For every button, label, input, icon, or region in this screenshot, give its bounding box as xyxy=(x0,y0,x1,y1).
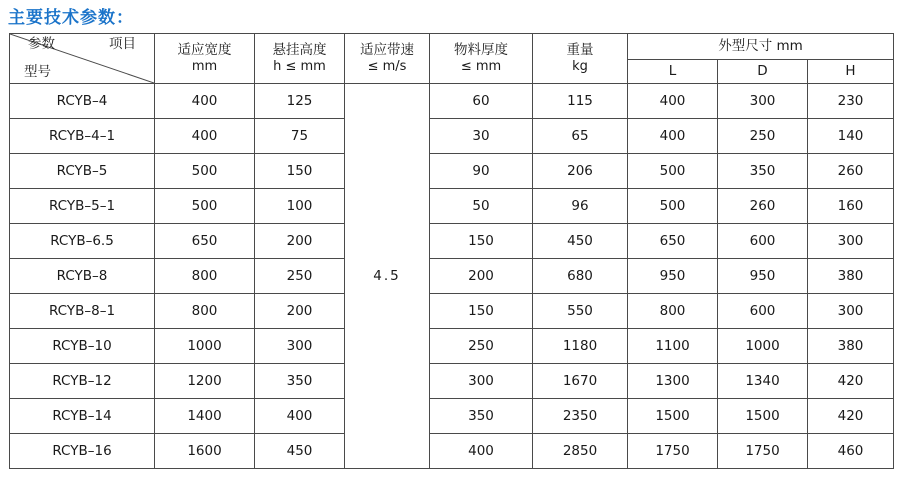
speed-value-cell: 4.5 xyxy=(345,84,430,469)
dim-l-cell: 500 xyxy=(628,189,718,224)
table-row xyxy=(10,329,894,364)
table-row xyxy=(10,294,894,329)
width-cell: 500 xyxy=(155,154,255,189)
dim-h-cell: 300 xyxy=(808,224,894,259)
width-cell: 400 xyxy=(155,84,255,119)
dim-h-cell: 300 xyxy=(808,294,894,329)
width-header-label: 适应宽度 xyxy=(177,41,232,58)
width-header xyxy=(155,34,255,84)
speed-header xyxy=(345,34,430,84)
weight-cell: 680 xyxy=(533,259,628,294)
width-cell: 650 xyxy=(155,224,255,259)
table-row xyxy=(10,154,894,189)
width-cell: 400 xyxy=(155,119,255,154)
width-cell: 800 xyxy=(155,259,255,294)
dim-l-cell: 650 xyxy=(628,224,718,259)
dim-l-cell: 950 xyxy=(628,259,718,294)
weight-cell: 550 xyxy=(533,294,628,329)
width-cell: 1000 xyxy=(155,329,255,364)
model-cell: RCYB–8–1 xyxy=(10,294,155,329)
height-cell: 250 xyxy=(255,259,345,294)
thickness-header xyxy=(430,34,533,84)
height-header-label: 悬挂高度 xyxy=(272,41,327,58)
dim-d-cell: 1340 xyxy=(718,364,808,399)
width-header-unit: mm xyxy=(191,58,218,74)
dim-h-cell: 140 xyxy=(808,119,894,154)
corner-item-label: 项目 xyxy=(109,36,136,52)
model-cell: RCYB–5 xyxy=(10,154,155,189)
dim-h-cell: 460 xyxy=(808,434,894,469)
thickness-cell: 60 xyxy=(430,84,533,119)
model-cell: RCYB–16 xyxy=(10,434,155,469)
dim-l-cell: 1300 xyxy=(628,364,718,399)
weight-cell: 450 xyxy=(533,224,628,259)
width-cell: 500 xyxy=(155,189,255,224)
thickness-header-label: 物料厚度 xyxy=(454,41,508,58)
speed-header-label: 适应带速 xyxy=(360,41,414,58)
corner-header-cell xyxy=(10,34,155,84)
table-row xyxy=(10,84,894,119)
corner-param-label: 参数 xyxy=(28,36,55,52)
dim-d-cell: 600 xyxy=(718,294,808,329)
dim-d-cell: 250 xyxy=(718,119,808,154)
dim-h-cell: 420 xyxy=(808,364,894,399)
model-cell: RCYB–10 xyxy=(10,329,155,364)
model-cell: RCYB–5–1 xyxy=(10,189,155,224)
thickness-header-unit: ≤ mm xyxy=(460,58,502,74)
dim-h-cell: 380 xyxy=(808,259,894,294)
model-cell: RCYB–14 xyxy=(10,399,155,434)
weight-header xyxy=(533,34,628,84)
height-header-unit: h ≤ mm xyxy=(273,58,326,74)
model-cell: RCYB–4 xyxy=(10,84,155,119)
dim-d-cell: 300 xyxy=(718,84,808,119)
dim-h-cell: 260 xyxy=(808,154,894,189)
dim-h-header: H xyxy=(808,60,894,84)
dimensions-header: 外型尺寸 mm xyxy=(628,34,894,60)
dim-l-cell: 500 xyxy=(628,154,718,189)
height-cell: 450 xyxy=(255,434,345,469)
thickness-cell: 250 xyxy=(430,329,533,364)
table-row xyxy=(10,224,894,259)
height-cell: 150 xyxy=(255,154,345,189)
dim-d-cell: 1000 xyxy=(718,329,808,364)
model-cell: RCYB–8 xyxy=(10,259,155,294)
model-cell: RCYB–12 xyxy=(10,364,155,399)
dim-d-cell: 600 xyxy=(718,224,808,259)
width-cell: 800 xyxy=(155,294,255,329)
height-cell: 350 xyxy=(255,364,345,399)
height-header xyxy=(255,34,345,84)
weight-header-label: 重量 xyxy=(566,41,594,58)
thickness-cell: 50 xyxy=(430,189,533,224)
dim-l-header: L xyxy=(628,60,718,84)
width-cell: 1200 xyxy=(155,364,255,399)
parameters-table xyxy=(9,33,894,469)
weight-cell: 65 xyxy=(533,119,628,154)
height-cell: 75 xyxy=(255,119,345,154)
dim-l-cell: 400 xyxy=(628,84,718,119)
table-row xyxy=(10,399,894,434)
table-row xyxy=(10,119,894,154)
dim-l-cell: 1750 xyxy=(628,434,718,469)
dim-d-cell: 1750 xyxy=(718,434,808,469)
dim-d-cell: 950 xyxy=(718,259,808,294)
height-cell: 100 xyxy=(255,189,345,224)
corner-model-label: 型号 xyxy=(24,64,51,81)
width-cell: 1600 xyxy=(155,434,255,469)
weight-cell: 115 xyxy=(533,84,628,119)
dim-d-cell: 1500 xyxy=(718,399,808,434)
height-cell: 400 xyxy=(255,399,345,434)
dim-h-cell: 380 xyxy=(808,329,894,364)
thickness-cell: 150 xyxy=(430,224,533,259)
table-row xyxy=(10,434,894,469)
thickness-cell: 300 xyxy=(430,364,533,399)
width-cell: 1400 xyxy=(155,399,255,434)
height-cell: 125 xyxy=(255,84,345,119)
dim-h-cell: 230 xyxy=(808,84,894,119)
parameters-table-body xyxy=(10,84,894,469)
speed-header-unit: ≤ m/s xyxy=(367,58,407,74)
weight-cell: 1670 xyxy=(533,364,628,399)
dim-h-cell: 420 xyxy=(808,399,894,434)
height-cell: 300 xyxy=(255,329,345,364)
height-cell: 200 xyxy=(255,294,345,329)
thickness-cell: 200 xyxy=(430,259,533,294)
weight-header-unit: kg xyxy=(572,58,588,74)
weight-cell: 1180 xyxy=(533,329,628,364)
weight-cell: 2850 xyxy=(533,434,628,469)
thickness-cell: 400 xyxy=(430,434,533,469)
weight-cell: 2350 xyxy=(533,399,628,434)
dim-h-cell: 160 xyxy=(808,189,894,224)
model-cell: RCYB–4–1 xyxy=(10,119,155,154)
table-row xyxy=(10,189,894,224)
thickness-cell: 30 xyxy=(430,119,533,154)
weight-cell: 96 xyxy=(533,189,628,224)
dim-l-cell: 800 xyxy=(628,294,718,329)
thickness-cell: 150 xyxy=(430,294,533,329)
table-row xyxy=(10,364,894,399)
model-cell: RCYB–6.5 xyxy=(10,224,155,259)
dim-d-cell: 260 xyxy=(718,189,808,224)
height-cell: 200 xyxy=(255,224,345,259)
page-title: 主要技术参数： xyxy=(8,8,134,28)
dim-d-header: D xyxy=(718,60,808,84)
dim-d-cell: 350 xyxy=(718,154,808,189)
dim-l-cell: 1500 xyxy=(628,399,718,434)
weight-cell: 206 xyxy=(533,154,628,189)
dim-l-cell: 1100 xyxy=(628,329,718,364)
dim-l-cell: 400 xyxy=(628,119,718,154)
thickness-cell: 90 xyxy=(430,154,533,189)
table-row xyxy=(10,259,894,294)
thickness-cell: 350 xyxy=(430,399,533,434)
